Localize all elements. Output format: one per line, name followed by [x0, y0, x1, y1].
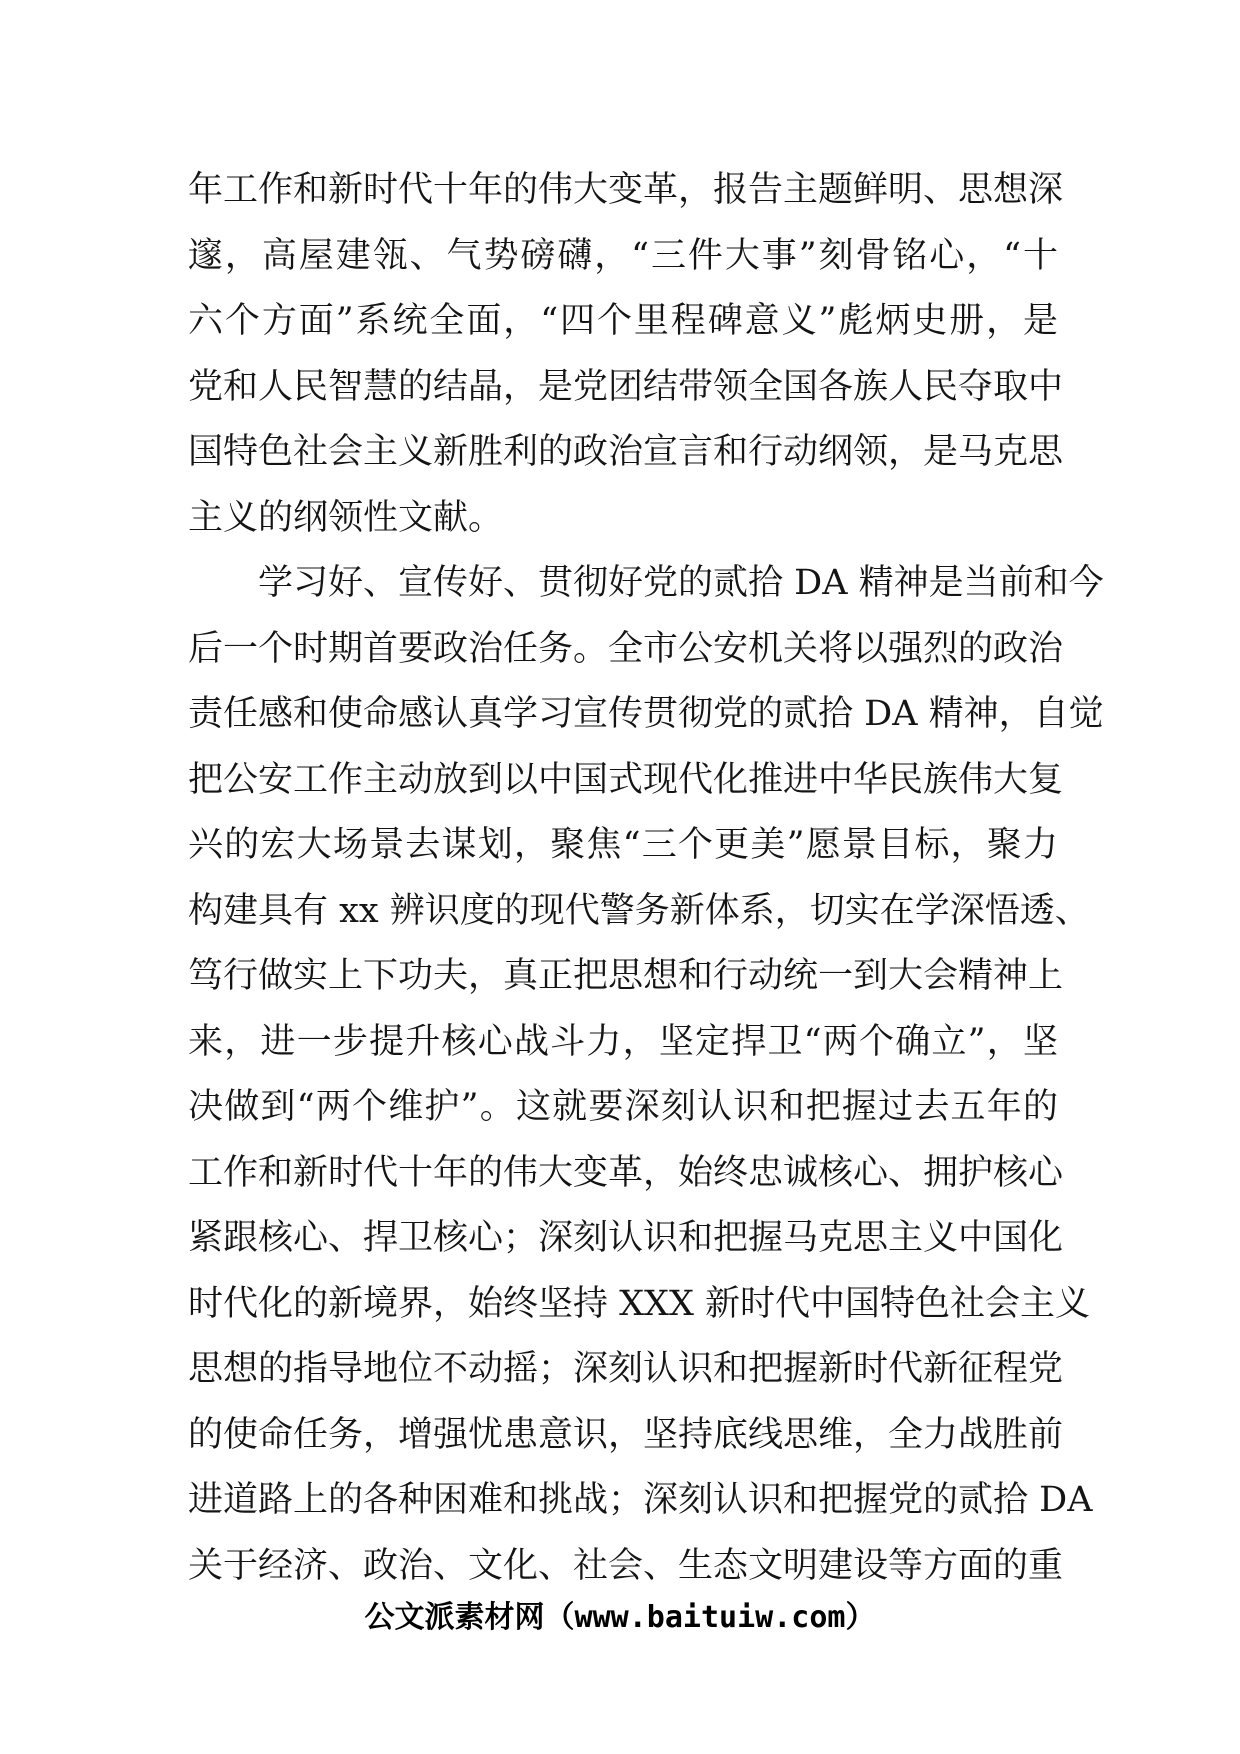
text-line: 笃行做实上下功夫，真正把思想和行动统一到大会精神上 — [188, 956, 1064, 996]
text-line: 主义的纲领性文献。 — [188, 497, 504, 538]
text-line: 党和人民智慧的结晶，是党团结带领全国各族人民夺取中 — [188, 366, 1064, 407]
text-line: 邃，高屋建瓴、气势磅礴，“三件大事”刻骨铭心，“十 — [188, 235, 1058, 276]
text-line: 紧跟核心、捍卫核心；深刻认识和把握马克思主义中国化 — [188, 1218, 1064, 1258]
text-line: 兴的宏大场景去谋划，聚焦“三个更美”愿景目标，聚力 — [188, 825, 1058, 865]
text-line: 学习好、宣传好、贯彻好党的贰拾 DA 精神是当前和今 — [258, 563, 1104, 603]
paragraph-1 — [188, 158, 1064, 551]
text-line: 年工作和新时代十年的伟大变革，报告主题鲜明、思想深 — [188, 170, 1064, 210]
text-line: 关于经济、政治、文化、社会、生态文明建设等方面的重 — [188, 1545, 1064, 1586]
text-line: 工作和新时代十年的伟大变革，始终忠诚核心、拥护核心 — [188, 1152, 1064, 1193]
text-line: 国特色社会主义新胜利的政治宣言和行动纲领，是马克思 — [188, 432, 1064, 472]
text-line: 的使命任务，增强忧患意识，坚持底线思维，全力战胜前 — [188, 1414, 1064, 1455]
text-line: 来，进一步提升核心战斗力，坚定捍卫“两个确立”，坚 — [188, 1021, 1058, 1062]
text-line: 进道路上的各种困难和挑战；深刻认识和把握党的贰拾 DA — [188, 1480, 1093, 1520]
paragraph-2 — [188, 551, 1104, 1599]
text-line: 构建具有 xx 辨识度的现代警务新体系，切实在学深悟透、 — [188, 890, 1090, 931]
document-body — [188, 158, 1104, 1599]
text-line: 时代化的新境界，始终坚持 XXX 新时代中国特色社会主义 — [188, 1283, 1091, 1324]
text-line: 六个方面”系统全面，“四个里程碑意义”彪炳史册，是 — [188, 301, 1058, 341]
text-line: 思想的指导地位不动摇；深刻认识和把握新时代新征程党 — [188, 1349, 1064, 1389]
text-line: 决做到“两个维护”。这就要深刻认识和把握过去五年的 — [188, 1087, 1058, 1127]
text-line: 后一个时期首要政治任务。全市公安机关将以强烈的政治 — [188, 628, 1064, 669]
text-line: 把公安工作主动放到以中国式现代化推进中华民族伟大复 — [188, 759, 1064, 800]
footer-watermark-text: 公文派素材网（www.baituiw.com） — [364, 1600, 876, 1635]
text-line: 责任感和使命感认真学习宣传贯彻党的贰拾 DA 精神，自觉 — [188, 694, 1104, 734]
